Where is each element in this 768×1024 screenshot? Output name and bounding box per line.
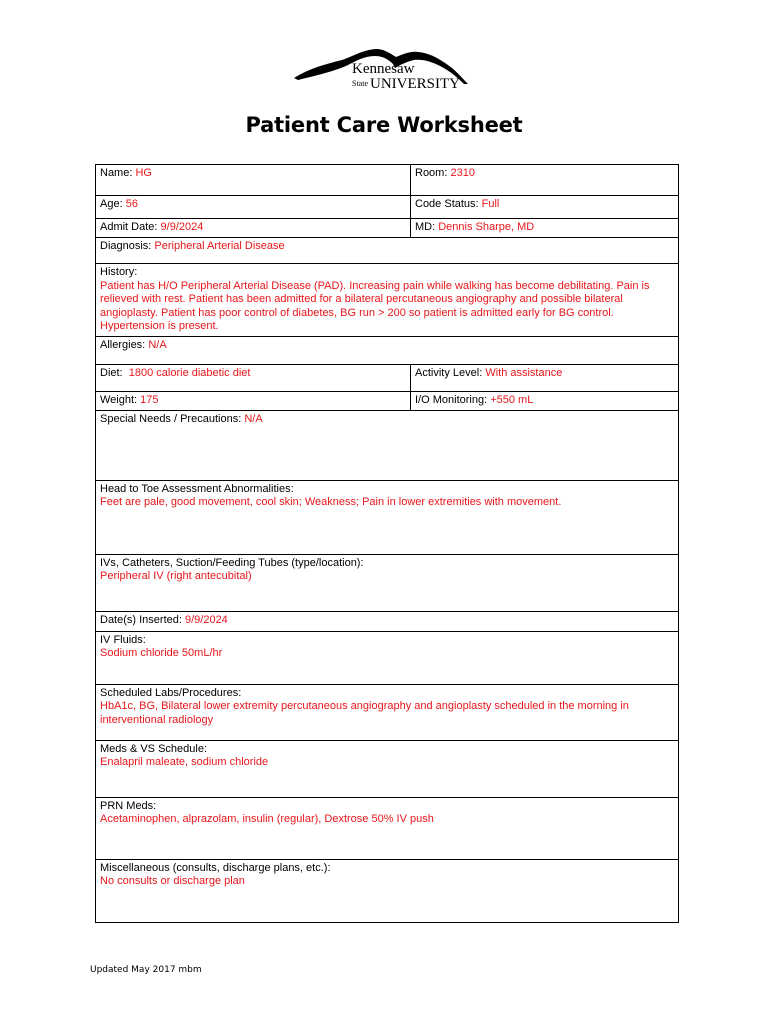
diet-label: Diet: — [100, 366, 123, 379]
age-cell[interactable] — [96, 196, 411, 219]
io-cell[interactable] — [411, 391, 679, 410]
name-label: Name: — [100, 167, 133, 179]
special-needs-label: Special Needs / Precautions: — [100, 412, 242, 425]
assessment-value: Feet are pale, good movement, cool skin; Weakness; Pain in lower extremities with movement. — [100, 496, 562, 508]
md-value: Dennis Sharpe, MD — [438, 221, 535, 233]
kennesaw-state-logo — [292, 44, 476, 96]
code-status-cell[interactable] — [411, 196, 679, 219]
iv-fluids-value: Sodium chloride 50mL/hr — [100, 647, 223, 659]
mountain-logo-icon — [292, 44, 476, 96]
ivs-label: IVs, Catheters, Suction/Feeding Tubes (type/location): — [100, 556, 364, 569]
labs-label: Scheduled Labs/Procedures: — [100, 686, 242, 699]
meds-cell[interactable] — [96, 740, 679, 797]
admit-date-cell[interactable] — [96, 219, 411, 238]
prn-label: PRN Meds: — [100, 799, 157, 812]
dates-inserted-label: Date(s) Inserted: — [100, 613, 182, 626]
worksheet-table — [95, 164, 679, 923]
history-value: Patient has H/O Peripheral Arterial Disease (PAD). Increasing pain while walking has become debilitating. Pain is relieved with rest. Patient has been admitted for a bilateral percutaneous angiography and possible bilateral angioplasty. Patient has poor control of diabetes, BG run > 200 so patient is admitted early for BG control. Hypertension is present. — [100, 279, 650, 332]
io-value: +550 mL — [490, 393, 534, 406]
logo-state: State — [352, 79, 368, 88]
activity-cell[interactable] — [411, 364, 679, 391]
prn-cell[interactable] — [96, 797, 679, 859]
ivs-cell[interactable] — [96, 554, 679, 611]
room-cell[interactable] — [411, 165, 679, 196]
age-value: 56 — [125, 198, 138, 210]
activity-label: Activity Level: — [415, 366, 483, 379]
allergies-label: Allergies: — [100, 338, 146, 351]
misc-label: Miscellaneous (consults, discharge plans, etc.): — [100, 861, 331, 874]
dates-inserted-cell[interactable] — [96, 611, 679, 631]
assessment-cell[interactable] — [96, 480, 679, 554]
misc-cell[interactable] — [96, 859, 679, 922]
meds-value: Enalapril maleate, sodium chloride — [100, 756, 269, 768]
io-label: I/O Monitoring: — [415, 393, 488, 406]
md-cell[interactable] — [411, 219, 679, 238]
labs-cell[interactable] — [96, 684, 679, 740]
weight-cell[interactable] — [96, 391, 411, 410]
special-needs-cell[interactable] — [96, 410, 679, 480]
diagnosis-value: Peripheral Arterial Disease — [154, 240, 285, 252]
footer-note: Updated May 2017 mbm — [90, 965, 202, 975]
logo-university: UNIVERSITY — [370, 76, 460, 92]
labs-value: HbA1c, BG, Bilateral lower extremity percutaneous angiography and angioplasty scheduled in the morning in interventional radiology — [100, 700, 629, 726]
admit-date-value: 9/9/2024 — [160, 221, 204, 233]
history-label: History: — [100, 266, 138, 278]
name-cell[interactable] — [96, 165, 411, 196]
weight-label: Weight: — [100, 393, 138, 406]
activity-value: With assistance — [485, 366, 563, 379]
name-value: HG — [135, 167, 152, 179]
assessment-label: Head to Toe Assessment Abnormalities: — [100, 482, 294, 495]
special-needs-value: N/A — [244, 412, 263, 425]
misc-value: No consults or discharge plan — [100, 875, 245, 887]
code-status-label: Code Status: — [415, 198, 479, 210]
diagnosis-cell[interactable] — [96, 238, 679, 264]
logo-line1: Kennesaw — [352, 61, 415, 77]
prn-value: Acetaminophen, alprazolam, insulin (regular), Dextrose 50% IV push — [100, 813, 434, 825]
ivs-value: Peripheral IV (right antecubital) — [100, 570, 252, 582]
history-cell[interactable] — [96, 264, 679, 337]
diagnosis-label: Diagnosis: — [100, 240, 152, 252]
weight-value: 175 — [140, 393, 159, 406]
diet-cell[interactable] — [96, 364, 411, 391]
room-label: Room: — [415, 167, 448, 179]
page-title: Patient Care Worksheet — [245, 113, 523, 137]
code-status-value: Full — [481, 198, 500, 210]
iv-fluids-label: IV Fluids: — [100, 633, 146, 646]
iv-fluids-cell[interactable] — [96, 631, 679, 684]
dates-inserted-value: 9/9/2024 — [184, 613, 228, 626]
md-label: MD: — [415, 221, 436, 233]
allergies-cell[interactable] — [96, 336, 679, 364]
admit-date-label: Admit Date: — [100, 221, 158, 233]
age-label: Age: — [100, 198, 123, 210]
allergies-value: N/A — [148, 338, 167, 351]
diet-value: 1800 calorie diabetic diet — [128, 366, 251, 379]
meds-label: Meds & VS Schedule: — [100, 742, 208, 755]
room-value: 2310 — [450, 167, 475, 179]
